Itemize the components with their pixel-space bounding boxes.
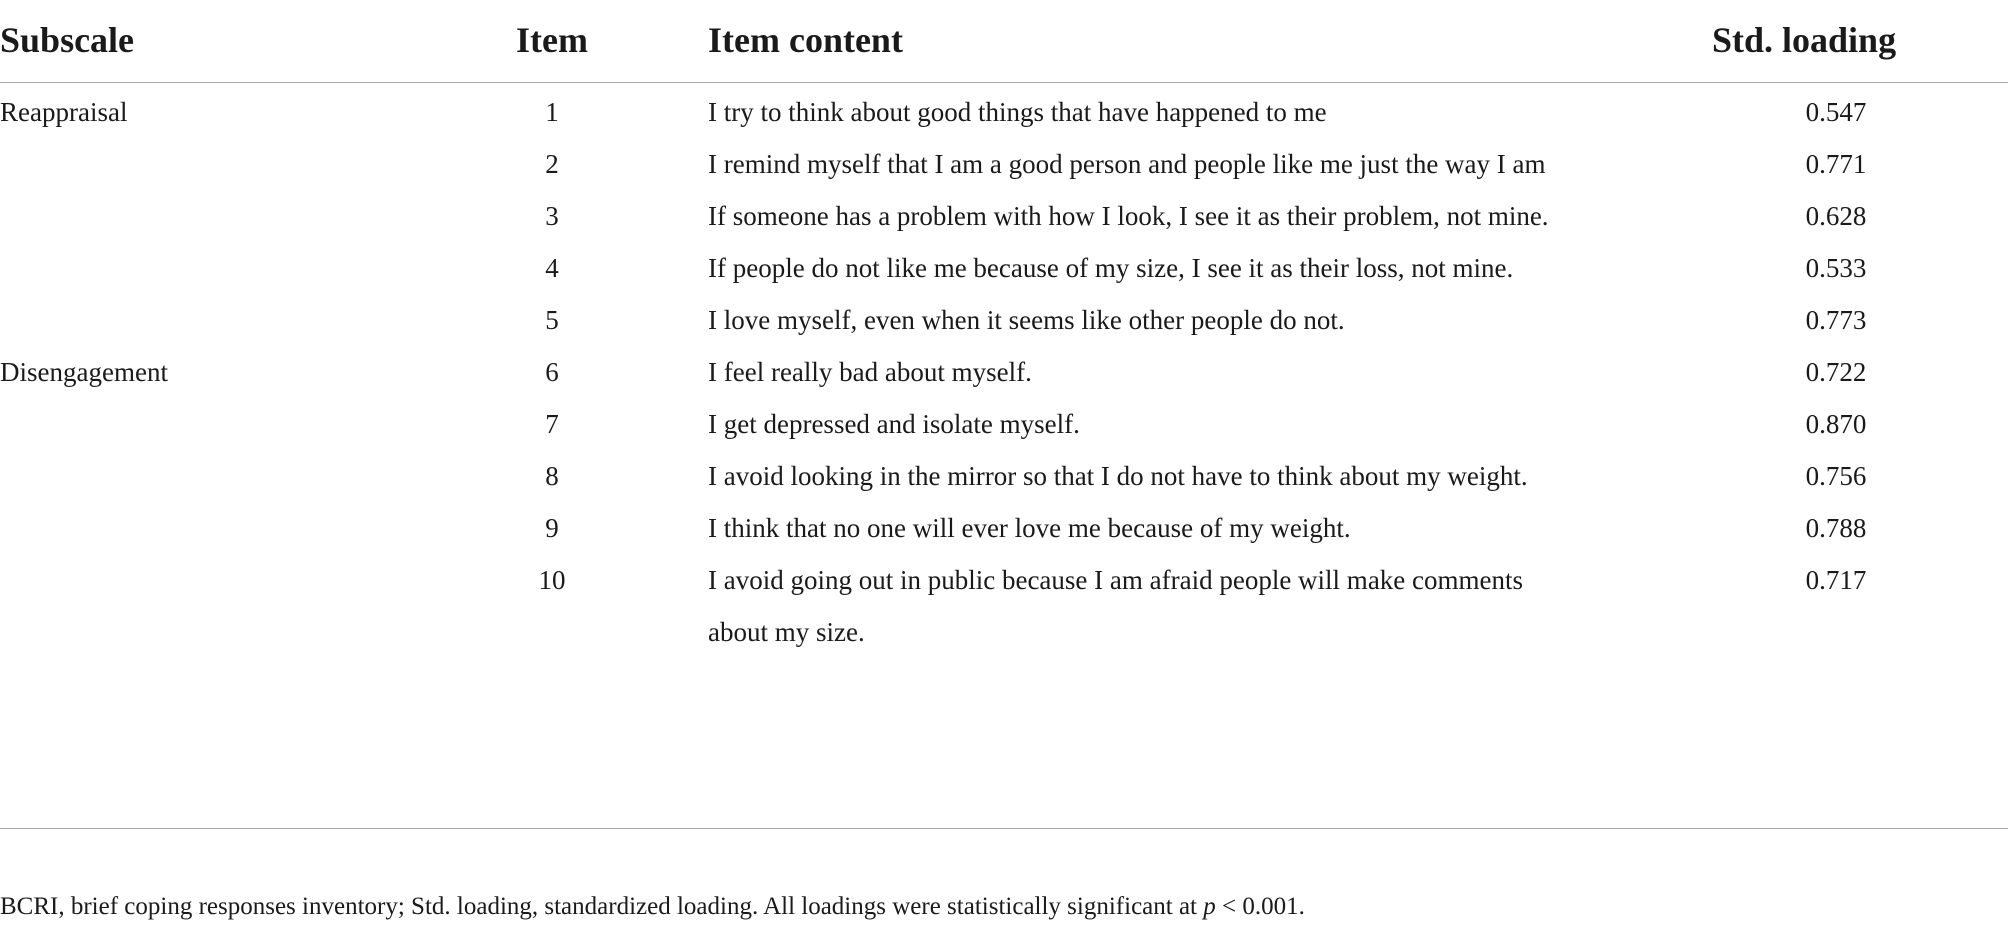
loading-cell: 0.788: [1805, 513, 1867, 543]
item-number-cell: 2: [545, 149, 559, 179]
loading-cell: 0.773: [1805, 305, 1867, 335]
loading-cell: 0.628: [1805, 201, 1867, 231]
footnote-p-symbol: p: [1203, 893, 1216, 920]
header-std-loading: Std. loading: [1712, 20, 1897, 60]
subscale-cell: Reappraisal: [0, 97, 128, 127]
loading-cell: 0.717: [1805, 565, 1867, 595]
header-item: Item: [516, 20, 588, 60]
table-row: [0, 502, 2008, 554]
item-content-cell: If people do not like me because of my size, I see it as their loss, not mine.: [708, 253, 1514, 283]
item-number-cell: 1: [545, 97, 559, 127]
table-row: [0, 554, 2008, 658]
item-content-cell: I get depressed and isolate myself.: [708, 409, 1080, 439]
table-row: [0, 346, 2008, 398]
header-item-content: Item content: [708, 20, 903, 60]
table-row: [0, 86, 2008, 138]
table-header: [0, 0, 2008, 83]
item-content-cell: I think that no one will ever love me because of my weight.: [708, 513, 1351, 543]
item-number-cell: 4: [545, 253, 559, 283]
footnote-text: BCRI, brief coping responses inventory; Std. loading, standardized loading. All loadings were statistically significant at: [0, 893, 1204, 920]
loading-cell: 0.722: [1805, 357, 1867, 387]
loading-cell: 0.547: [1805, 97, 1867, 127]
loading-cell: 0.870: [1805, 409, 1867, 439]
table-body: [0, 83, 2008, 658]
subscale-cell: Disengagement: [0, 357, 168, 387]
loading-cell: 0.756: [1805, 461, 1867, 491]
item-content-cell: I love myself, even when it seems like other people do not.: [708, 305, 1345, 335]
loading-cell: 0.533: [1805, 253, 1867, 283]
item-content-cell: I avoid going out in public because I am afraid people will make comments about my size.: [708, 565, 1524, 647]
item-content-cell: I try to think about good things that have happened to me: [708, 97, 1327, 127]
item-number-cell: 3: [545, 201, 559, 231]
table-row: [0, 294, 2008, 346]
table-row: [0, 190, 2008, 242]
item-number-cell: 9: [545, 513, 559, 543]
item-number-cell: 5: [545, 305, 559, 335]
table-footnote: [0, 890, 1305, 924]
footnote-threshold: < 0.001.: [1215, 893, 1305, 920]
item-content-cell: If someone has a problem with how I look, I see it as their problem, not mine.: [708, 201, 1549, 231]
item-number-cell: 8: [545, 461, 559, 491]
table-row: [0, 450, 2008, 502]
item-content-cell: I remind myself that I am a good person and people like me just the way I am: [708, 149, 1546, 179]
table-row: [0, 398, 2008, 450]
header-subscale: Subscale: [0, 20, 135, 60]
item-number-cell: 6: [545, 357, 559, 387]
loading-cell: 0.771: [1805, 149, 1867, 179]
item-number-cell: 7: [545, 409, 559, 439]
table-bottom-rule: [0, 828, 2008, 829]
item-content-cell: I feel really bad about myself.: [708, 357, 1032, 387]
table-row: [0, 242, 2008, 294]
item-number-cell: 10: [538, 565, 566, 595]
item-content-cell: I avoid looking in the mirror so that I do not have to think about my weight.: [708, 461, 1528, 491]
table-row: [0, 138, 2008, 190]
